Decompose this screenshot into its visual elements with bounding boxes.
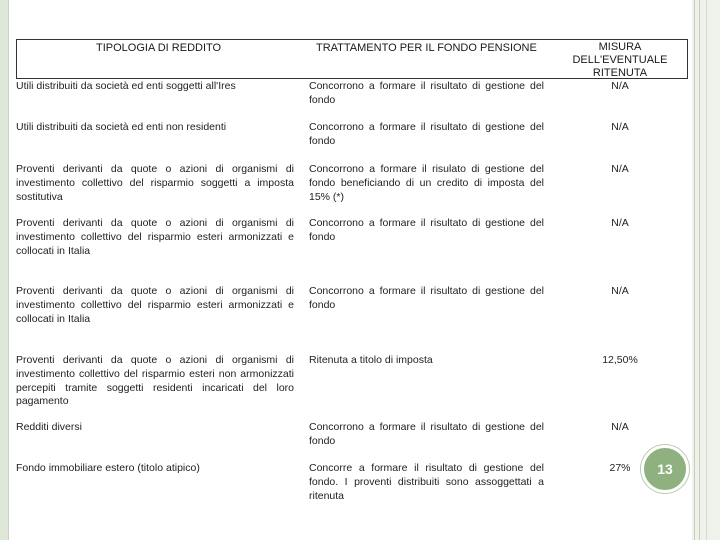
row-1-misura: N/A — [611, 80, 629, 92]
row-3-trattamento: Concorrono a formare il risulato di gestione del fondo beneficiando di un credito di imposta del 15% (*) — [309, 163, 544, 203]
row-4-trattamento: Concorrono a formare il risultato di gestione del fondo — [309, 217, 544, 243]
page-number-badge: 13 — [641, 445, 689, 493]
row-8-tipologia: Fondo immobiliare estero (titolo atipico) — [16, 462, 200, 474]
header-trattamento: TRATTAMENTO PER IL FONDO PENSIONE — [316, 42, 537, 54]
row-3-misura: N/A — [611, 163, 629, 175]
row-5-tipologia: Proventi derivanti da quote o azioni di organismi di investimento collettivo del risparmio esteri armonizzati e collocati in Italia — [16, 285, 294, 325]
row-4-misura: N/A — [611, 217, 629, 229]
row-1-tipologia: Utili distribuiti da società ed enti soggetti all'Ires — [16, 80, 236, 92]
row-2-tipologia: Utili distribuiti da società ed enti non residenti — [16, 121, 227, 133]
header-misura: MISURA DELL'EVENTUALE RITENUTA — [572, 41, 668, 79]
row-2-trattamento: Concorrono a formare il risultato di gestione del fondo — [309, 121, 544, 147]
row-8-misura: 27% — [609, 462, 631, 474]
row-6-tipologia: Proventi derivanti da quote o azioni di organismi di investimento collettivo del risparmio esteri non armonizzati percepiti tramite soggetti residenti incaricati del loro pagamento — [16, 354, 294, 408]
row-2-misura: N/A — [611, 121, 629, 133]
row-1-trattamento: Concorrono a formare il risultato di gestione del fondo — [309, 80, 544, 106]
row-6-misura: 12,50% — [602, 354, 638, 366]
row-7-misura: N/A — [611, 421, 629, 433]
row-7-tipologia: Redditi diversi — [16, 421, 82, 433]
slide-frame-right — [692, 0, 720, 540]
row-5-trattamento: Concorrono a formare il risultato di gestione del fondo — [309, 285, 544, 311]
row-4-tipologia: Proventi derivanti da quote o azioni di organismi di investimento collettivo del risparmio esteri armonizzati e collocati in Italia — [16, 217, 294, 257]
row-7-trattamento: Concorrono a formare il risultato di gestione del fondo — [309, 421, 544, 447]
slide-frame-left — [0, 0, 9, 540]
row-6-trattamento: Ritenuta a titolo di imposta — [309, 354, 433, 366]
row-3-tipologia: Proventi derivanti da quote o azioni di organismi di investimento collettivo del risparmio soggetti a imposta sostitutiva — [16, 163, 294, 203]
row-5-misura: N/A — [611, 285, 629, 297]
header-tipologia: TIPOLOGIA DI REDDITO — [96, 42, 222, 54]
row-8-trattamento: Concorre a formare il risultato di gestione del fondo. I proventi distribuiti sono assoggettati a ritenuta — [309, 462, 544, 502]
